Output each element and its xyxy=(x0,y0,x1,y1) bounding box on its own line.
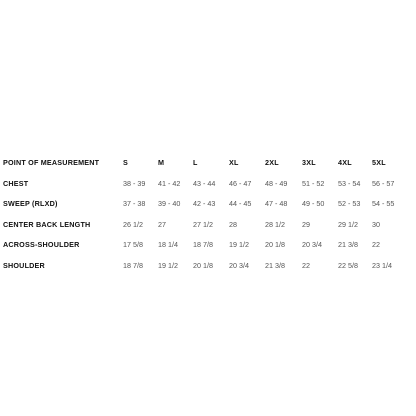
table-cell: 29 xyxy=(302,219,310,229)
table-cell: 39 - 40 xyxy=(158,199,181,208)
table-row xyxy=(3,259,413,280)
header-size-2xl: 2XL xyxy=(265,158,279,167)
table-cell: 42 - 43 xyxy=(193,199,216,208)
header-size-5xl: 5XL xyxy=(372,158,386,167)
table-cell: 41 - 42 xyxy=(158,178,181,188)
table-cell: 22 5/8 xyxy=(338,260,358,270)
row-label-center-back-length: CENTER BACK LENGTH xyxy=(3,219,91,229)
table-cell: 18 7/8 xyxy=(193,240,213,249)
row-label-sweep: SWEEP (RLXD) xyxy=(3,199,58,208)
table-cell: 52 - 53 xyxy=(338,199,361,208)
header-size-xl: XL xyxy=(229,158,239,167)
header-size-4xl: 4XL xyxy=(338,158,352,167)
table-cell: 53 - 54 xyxy=(338,178,361,188)
header-size-m: M xyxy=(158,158,165,167)
table-cell: 38 - 39 xyxy=(123,178,146,188)
table-cell: 56 - 57 xyxy=(372,178,395,188)
table-cell: 19 1/2 xyxy=(229,240,249,249)
table-cell: 27 xyxy=(158,219,166,229)
table-cell: 44 - 45 xyxy=(229,199,252,208)
table-cell: 22 xyxy=(372,240,380,249)
table-cell: 47 - 48 xyxy=(265,199,288,208)
table-cell: 19 1/2 xyxy=(158,260,178,270)
table-row xyxy=(3,197,413,218)
table-header-row xyxy=(3,156,413,177)
table-row xyxy=(3,177,413,198)
table-cell: 20 1/8 xyxy=(265,240,285,249)
size-chart-table xyxy=(3,156,413,279)
table-cell: 26 1/2 xyxy=(123,219,143,229)
table-row xyxy=(3,218,413,239)
header-point-of-measurement: POINT OF MEASUREMENT xyxy=(3,158,100,167)
table-cell: 51 - 52 xyxy=(302,178,325,188)
table-cell: 18 7/8 xyxy=(123,260,143,270)
table-cell: 37 - 38 xyxy=(123,199,146,208)
table-cell: 23 1/4 xyxy=(372,260,392,270)
table-cell: 48 - 49 xyxy=(265,178,288,188)
table-cell: 28 xyxy=(229,219,237,229)
table-cell: 43 - 44 xyxy=(193,178,216,188)
row-label-shoulder: SHOULDER xyxy=(3,260,45,270)
table-cell: 29 1/2 xyxy=(338,219,358,229)
row-label-across-shoulder: ACROSS-SHOULDER xyxy=(3,240,80,249)
header-size-3xl: 3XL xyxy=(302,158,316,167)
header-size-s: S xyxy=(123,158,128,167)
table-cell: 21 3/8 xyxy=(265,260,285,270)
table-cell: 20 1/8 xyxy=(193,260,213,270)
header-size-l: L xyxy=(193,158,198,167)
table-cell: 22 xyxy=(302,260,310,270)
table-cell: 27 1/2 xyxy=(193,219,213,229)
row-label-chest: CHEST xyxy=(3,178,29,188)
table-cell: 18 1/4 xyxy=(158,240,178,249)
table-cell: 17 5/8 xyxy=(123,240,143,249)
table-cell: 21 3/8 xyxy=(338,240,358,249)
table-cell: 28 1/2 xyxy=(265,219,285,229)
table-cell: 54 - 55 xyxy=(372,199,395,208)
table-cell: 46 - 47 xyxy=(229,178,252,188)
table-cell: 30 xyxy=(372,219,380,229)
table-cell: 20 3/4 xyxy=(302,240,322,249)
table-cell: 20 3/4 xyxy=(229,260,249,270)
table-row xyxy=(3,238,413,259)
table-cell: 49 - 50 xyxy=(302,199,325,208)
